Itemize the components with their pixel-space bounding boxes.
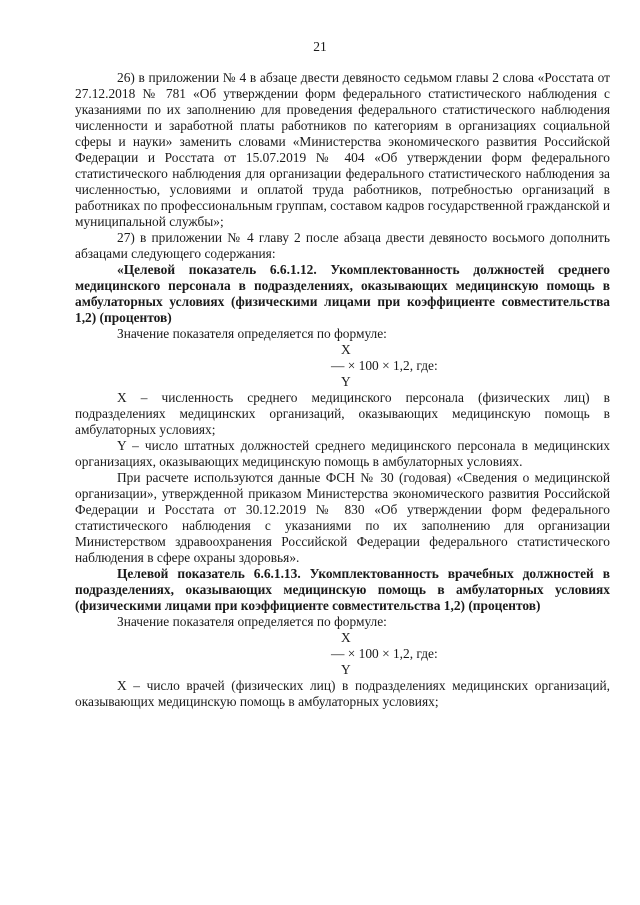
formula-intro-2: Значение показателя определяется по формуле: [117,614,387,629]
paragraph-item-26: 26) в приложении № 4 в абзаце двести девяносто седьмом главы 2 слова «Росстата от 27.12.2018 № 781 «Об утверждении форм федерального статистического наблюдения с указаниями по их заполнению для проведения федерального статистического наблюдения численности и заработной платы работников по категориям в организациях социальной сферы и науки» заменить словами «Министерства экономического развития Российской Федерации и Росстата от 15.07.2019 № 404 «Об утверждении форм федерального статистического наблюдения для организации федерального статистического наблюдения за численностью, условиями и оплатой труда работников, потребностью организаций в работниках по профессиональным группам, составом кадров государственной гражданской и муниципальной службы»; [75,70,610,229]
formula-fraction-line: — × 100 × 1,2, где: [331,358,438,373]
formula-denominator: Y [341,374,351,389]
document-body [75,70,610,710]
paragraph-item-27: 27) в приложении № 4 главу 2 после абзаца двести девяносто восьмого дополнить абзацами следующего содержания: [75,230,610,261]
formula-fraction-line: — × 100 × 1,2, где: [331,646,438,661]
formula-denominator: Y [341,662,351,677]
calculation-source: При расчете используются данные ФСН № 30 (годовая) «Сведения о медицинской организации», утвержденной приказом Министерства экономического развития Российской Федерации и Росстата от 30.12.2019 № 830 «Об утверждении форм федерального статистического наблюдения с указаниями по их заполнению для организации Министерством здравоохранения Российской Федерации федерального статистического наблюдения в сфере охраны здоровья». [75,470,610,565]
page-number: 21 [313,39,327,54]
definition-x: X – численность среднего медицинского персонала (физических лиц) в подразделениях медицинских организаций, оказывающих медицинскую помощь в амбулаторных условиях; [75,390,610,437]
indicator-heading-6-6-1-13: Целевой показатель 6.6.1.13. Укомплектованность врачебных должностей в подразделениях, оказывающих медицинскую помощь в амбулаторных условиях (физическими лицами при коэффициенте совместительства 1,2) (процентов) [75,566,610,613]
formula [75,342,610,390]
formula-intro: Значение показателя определяется по формуле: [117,326,387,341]
definition-y: Y – число штатных должностей среднего медицинского персонала в медицинских организациях, оказывающих медицинскую помощь в амбулаторных условиях. [75,438,610,469]
formula-numerator: X [341,630,351,645]
formula-numerator: X [341,342,351,357]
formula-2 [75,630,610,678]
definition-x-2: X – число врачей (физических лиц) в подразделениях медицинских организаций, оказывающих медицинскую помощь в амбулаторных условиях; [75,678,610,709]
indicator-heading-6-6-1-12: «Целевой показатель 6.6.1.12. Укомплектованность должностей среднего медицинского персонала в подразделениях, оказывающих медицинскую помощь в амбулаторных условиях (физическими лицами при коэффициенте совместительства 1,2) (процентов) [75,262,610,325]
